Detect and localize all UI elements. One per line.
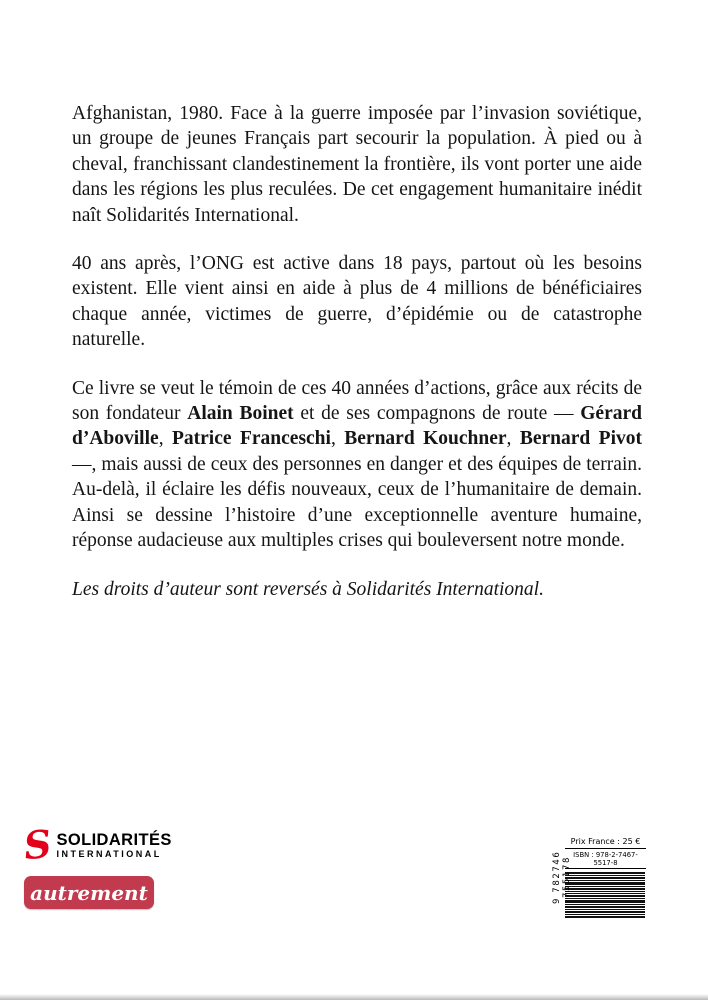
text-run: , (506, 428, 520, 450)
barcode-icon (565, 869, 646, 922)
text-run: , (330, 428, 345, 450)
rights-note: Les droits d’auteur sont reversés à Solidarités International. (72, 578, 544, 600)
solidarites-logo-subtitle: INTERNATIONAL (56, 848, 162, 859)
commerce-right-column (565, 836, 646, 918)
author-name-gerard-daboville: Gérard d’Aboville (72, 403, 642, 450)
publisher-block (21, 820, 172, 909)
back-cover-text (72, 101, 642, 625)
price-isbn-barcode-block (552, 836, 646, 918)
author-name-bernard-kouchner: Bernard Kouchner (344, 428, 507, 450)
paragraph-book-description (72, 376, 642, 554)
solidarites-logo-text (56, 831, 171, 860)
solidarites-s-icon: S (21, 820, 54, 869)
autrement-imprint-badge: autrement (24, 876, 154, 909)
author-name-patrice-franceschi: Patrice Franceschi (172, 428, 331, 450)
paragraph-ngo-today: 40 ans après, l’ONG est active dans 18 pays, partout où les besoins existent. Elle vient ainsi en aide à plus de 4 millions de bénéficiaires chaque année, victimes de guerre, d’épidémie ou de catastrophe naturelle. (72, 253, 642, 351)
paragraph-origin-story: Afghanistan, 1980. Face à la guerre imposée par l’invasion soviétique, un groupe de jeunes Français part secourir la population. À pied ou à cheval, franchissant clandestinement la frontière, ils vont porter une aide dans les régions les plus reculées. De cet engagement humanitaire inédit naît Solidarités International. (72, 103, 642, 226)
isbn-label: ISBN : 978-2-7467-5517-8 (565, 848, 646, 869)
text-run: —, mais aussi de ceux des personnes en danger et des équipes de terrain. Au-delà, il éclaire les défis nouveaux, ceux de l’humanitaire de demain. Ainsi se dessine l’histoire d’une exceptionnelle aventure humaine, réponse audacieuse aux multiples crises qui bouleversent notre monde. (72, 453, 642, 552)
author-name-bernard-pivot: Bernard Pivot (519, 428, 643, 450)
solidarites-logo-name: SOLIDARITÉS (56, 830, 172, 849)
text-run: Ce livre se veut le témoin de ces 40 années d’actions, grâce aux récits de son fondateur (72, 377, 642, 425)
solidarites-logo (21, 820, 172, 869)
page-bottom-edge (0, 994, 708, 1000)
text-run: et de ses compagnons de route — (293, 403, 581, 425)
barcode-number: 9 782746 755178 (552, 850, 572, 904)
author-name-alain-boinet: Alain Boinet (187, 403, 294, 425)
text-run: , (158, 428, 172, 450)
price-label: Prix France : 25 € (570, 837, 641, 846)
